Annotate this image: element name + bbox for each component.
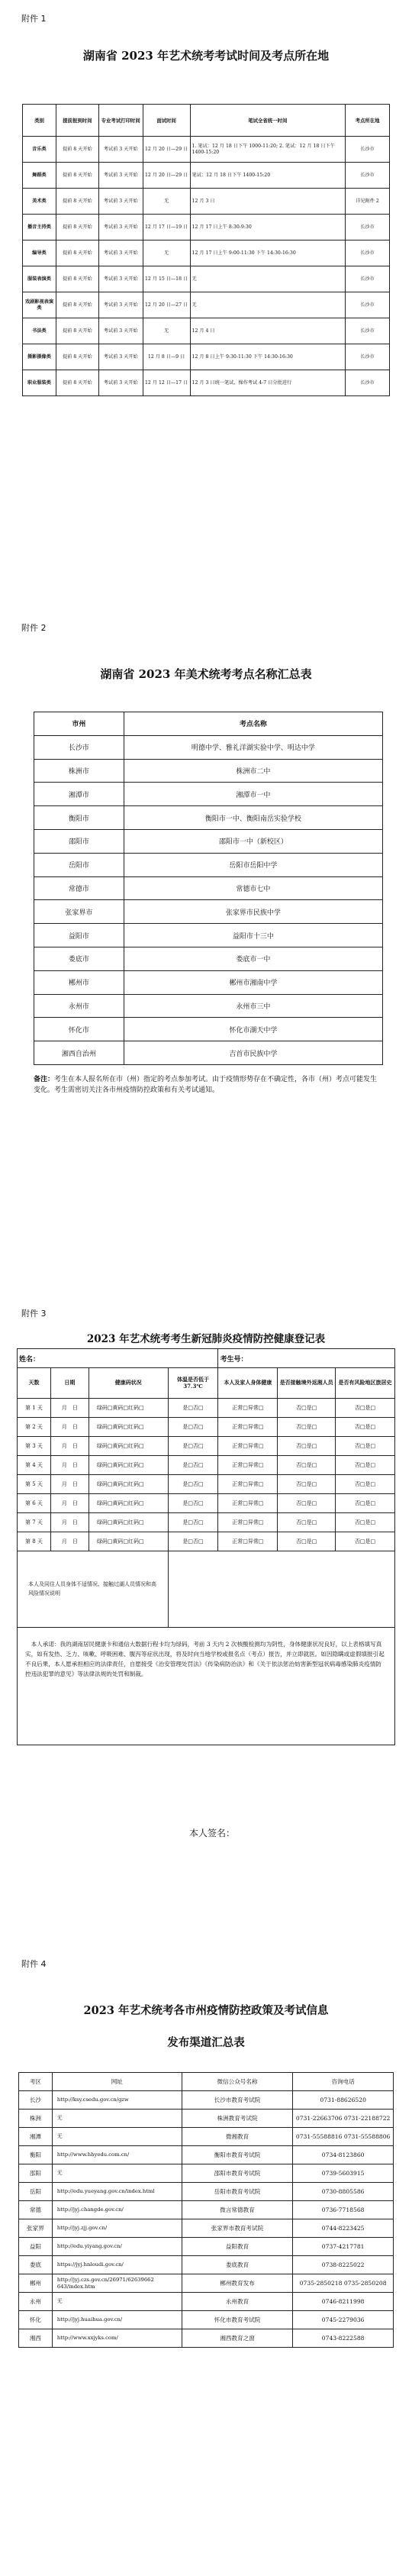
venue-cell: 明德中学、雅礼洋湖实验中学、明达中学: [124, 735, 382, 759]
channel-row: [19, 2091, 394, 2110]
channel-row: [19, 2329, 394, 2348]
venue-cell: 邵阳市: [34, 829, 124, 853]
health-cell[interactable]: 绿码□黄码□红码□: [89, 1456, 168, 1475]
venue-cell: 永州市: [34, 994, 124, 1018]
schedule-cell: 12 月 4 日: [190, 318, 346, 344]
schedule-cell: 12 月 17 日上午 8:30-9:30: [190, 215, 346, 240]
health-header-2: 健康码状况: [89, 1368, 168, 1399]
channel-cell: 湘潭: [19, 2128, 53, 2146]
health-cell[interactable]: 正常□异常□: [218, 1437, 278, 1456]
health-header-1: 日期: [50, 1368, 89, 1399]
channel-cell: 怀化: [19, 2311, 53, 2329]
health-cell[interactable]: 是□否□: [168, 1494, 218, 1513]
health-cell[interactable]: 正常□异常□: [218, 1456, 278, 1475]
health-header-6: 是否有风险地区旅居史: [336, 1368, 395, 1399]
channel-row: [19, 2201, 394, 2219]
venue-cell: 怀化市湖天中学: [124, 1018, 382, 1041]
health-cell[interactable]: 是□否□: [168, 1513, 218, 1532]
health-cell[interactable]: 否□是□: [278, 1494, 336, 1513]
health-header-3: 体温是否低于 37.3℃: [168, 1368, 218, 1399]
channel-cell: 0743-8222588: [293, 2329, 394, 2348]
schedule-cell: 考试前 3 天开始: [98, 240, 143, 266]
schedule-cell: 长沙市: [346, 240, 390, 266]
health-cell: 月 日: [50, 1475, 89, 1494]
health-cell[interactable]: 否□是□: [336, 1456, 395, 1475]
schedule-cell: 提前 8 天开始: [56, 189, 98, 215]
health-cell: 月 日: [50, 1437, 89, 1456]
attachment-2-label: 附件 2: [21, 623, 47, 633]
venue-cell: 娄底市: [34, 947, 124, 970]
venue-row: [34, 759, 383, 783]
schedule-row: [23, 137, 390, 163]
schedule-cell: 12 月 12 日—17 日: [143, 370, 190, 396]
venue-row: [34, 735, 383, 759]
name-cell[interactable]: [18, 1349, 218, 1368]
health-cell[interactable]: 绿码□黄码□红码□: [89, 1494, 168, 1513]
health-cell[interactable]: 正常□异常□: [218, 1513, 278, 1532]
venue-note-text: 考生在本人报名所在市（州）指定的考点参加考试。由于疫情形势存在不确定性，各市（州）考点可能发生变化。考生需密切关注各市州疫情防控政策和有关考试通知。: [34, 1076, 378, 1094]
channel-cell: 郴州教育发布: [182, 2274, 293, 2293]
schedule-cell: 无: [143, 318, 190, 344]
schedule-row: [23, 318, 390, 344]
health-cell[interactable]: 否□是□: [278, 1475, 336, 1494]
health-row: [18, 1437, 395, 1456]
pledge-text: 本人承诺：我的湖南居民健康卡和通信大数据行程卡均为绿码，考前 3 天内 2 次核酸检测均为阴性，身体健康状况良好，以上表格填写真实，如有发热、乏力、咳嗽、呼吸困难、腹泻等症状出现，将及时向当地学校或报名点（考点）报告，并立即就医。如因隐瞒或虚假填报引起不良后果，本人愿承担相应的法律责任，自愿接受《治安管理处罚法》《传染病防治法》和《关于依法惩治妨害新型冠状病毒感染肺炎疫情防控违法犯罪的意见》等法律法规的处罚和制裁。: [25, 1641, 385, 1677]
name-label: 姓名：: [19, 1355, 40, 1364]
channel-cell[interactable]: http://www.xxjyks.com/: [52, 2329, 182, 2348]
schedule-row: [23, 163, 390, 189]
health-cell: 第 4 天: [18, 1456, 51, 1475]
channel-cell: 益阳: [19, 2238, 53, 2256]
channel-cell[interactable]: http://ksy.csedu.gov.cn/gzw: [52, 2091, 182, 2110]
channel-cell: 0734-8123860: [293, 2146, 394, 2164]
remark-text: 本人及同住人员身体不适情况、接触过湖人员情况和高风险情况说明: [28, 1581, 156, 1596]
schedule-cell: 12 月 3 日统一笔试，操作考试 4-7 日分批进行: [190, 370, 346, 396]
health-cell[interactable]: 否□是□: [336, 1399, 395, 1418]
health-cell[interactable]: 否□是□: [278, 1532, 336, 1551]
venue-cell: 吉首市民族中学: [124, 1041, 382, 1065]
health-cell[interactable]: 正常□异常□: [218, 1494, 278, 1513]
channel-cell[interactable]: http://jyj.changde.gov.cn/: [52, 2201, 182, 2219]
schedule-row: [23, 292, 390, 318]
channel-row: [19, 2274, 394, 2293]
health-cell[interactable]: 是□否□: [168, 1456, 218, 1475]
health-cell[interactable]: 是□否□: [168, 1399, 218, 1418]
schedule-cell: 无: [190, 266, 346, 292]
schedule-cell: 长沙市: [346, 137, 390, 163]
schedule-cell: 服装表演类: [23, 266, 56, 292]
health-cell: 月 日: [50, 1456, 89, 1475]
channel-row: [19, 2256, 394, 2274]
schedule-cell: 播音主持类: [23, 215, 56, 240]
health-cell: 第 6 天: [18, 1494, 51, 1513]
health-cell: 月 日: [50, 1399, 89, 1418]
schedule-cell: 戏剧影视表演类: [23, 292, 56, 318]
venue-cell: 湘潭市一中: [124, 783, 382, 806]
channel-cell[interactable]: 无: [52, 2110, 182, 2128]
channel-row: [19, 2311, 394, 2329]
schedule-cell: 12 月 3 日: [190, 189, 346, 215]
schedule-cell: 美术类: [23, 189, 56, 215]
channel-cell: 衡阳: [19, 2146, 53, 2164]
channel-cell: 0735-2850218 0735-2850208: [293, 2274, 394, 2293]
channel-cell: 怀化市教育考试院: [182, 2311, 293, 2329]
exam-schedule-table: [22, 104, 390, 396]
health-cell[interactable]: 否□是□: [278, 1418, 336, 1437]
channel-row: [19, 2110, 394, 2128]
venue-note-lead: 备注：: [34, 1076, 55, 1083]
channel-cell: 岳阳: [19, 2183, 53, 2201]
schedule-cell: 1. 笔试：12 月 18 日下午 1000-11:20; 2. 笔试：12 月 18 日下午 1400-15:20: [190, 137, 346, 163]
venue-cell: 郴州市湘南中学: [124, 970, 382, 994]
venue-cell: 郴州市: [34, 970, 124, 994]
schedule-cell: 摄影摄像类: [23, 344, 56, 370]
schedule-cell: 长沙市: [346, 292, 390, 318]
venue-row: [34, 806, 383, 830]
health-cell[interactable]: 是□否□: [168, 1532, 218, 1551]
signature-label: 本人签名：: [189, 1828, 236, 1838]
channel-header-3: 咨询电话: [293, 2073, 394, 2091]
venue-cell: 湘西自治州: [34, 1041, 124, 1065]
channel-cell: 娄底: [19, 2256, 53, 2274]
venue-cell: 湘潭市: [34, 783, 124, 806]
channel-header-1: 网址: [52, 2073, 182, 2091]
art-exam-venue-table: [34, 712, 383, 1065]
schedule-cell: 12 月 8 日上午 9:30-11:30 下午 14:30-16:30: [190, 344, 346, 370]
channel-header-0: 考区: [19, 2073, 53, 2091]
schedule-cell: 12 月 20 日—27 日: [143, 292, 190, 318]
venue-row: [34, 829, 383, 853]
venue-cell: 常德市七中: [124, 876, 382, 900]
schedule-cell: 编导类: [23, 240, 56, 266]
health-row: [18, 1475, 395, 1494]
schedule-cell: 长沙市: [346, 163, 390, 189]
channel-cell[interactable]: 无: [52, 2164, 182, 2183]
channel-row: [19, 2238, 394, 2256]
schedule-cell: 12 月 15 日—18 日: [143, 266, 190, 292]
schedule-cell: 12 月 17 日—19 日: [143, 215, 190, 240]
health-cell[interactable]: 是□否□: [168, 1418, 218, 1437]
channel-header-2: 微信公众号名称: [182, 2073, 293, 2091]
health-cell[interactable]: 绿码□黄码□红码□: [89, 1475, 168, 1494]
schedule-row: [23, 344, 390, 370]
channel-cell: 益阳教育: [182, 2238, 293, 2256]
schedule-cell: 12 月 20 日—29 日: [143, 163, 190, 189]
schedule-cell: 考试前 3 天开始: [98, 137, 143, 163]
venue-cell: 衡阳市: [34, 806, 124, 830]
health-row: [18, 1399, 395, 1418]
health-header-4: 本人及家人身体健康: [218, 1368, 278, 1399]
health-cell: 第 1 天: [18, 1399, 51, 1418]
channel-cell: 张家界: [19, 2219, 53, 2238]
attachment-1-title: 湖南省 2023 年艺术统考考试时间及考点所在地: [82, 49, 330, 63]
channel-cell: 株洲: [19, 2110, 53, 2128]
health-cell[interactable]: 否□是□: [336, 1532, 395, 1551]
channel-cell: 0744-8223425: [293, 2219, 394, 2238]
schedule-cell: 考试前 3 天开始: [98, 318, 143, 344]
schedule-row: [23, 240, 390, 266]
health-cell[interactable]: 绿码□黄码□红码□: [89, 1418, 168, 1437]
schedule-cell: 提前 8 天开始: [56, 266, 98, 292]
schedule-cell: 考试前 3 天开始: [98, 292, 143, 318]
venue-row: [34, 970, 383, 994]
schedule-cell: 长沙市: [346, 215, 390, 240]
health-row: [18, 1513, 395, 1532]
health-cell[interactable]: 绿码□黄码□红码□: [89, 1513, 168, 1532]
candidate-id-cell[interactable]: [218, 1349, 395, 1368]
venue-row: [34, 1018, 383, 1041]
venue-row: [34, 947, 383, 970]
venue-row: [34, 924, 383, 947]
schedule-cell: 考试前 3 天开始: [98, 344, 143, 370]
venue-row: [34, 994, 383, 1018]
channel-cell: 长沙市教育考试院: [182, 2091, 293, 2110]
health-row: [18, 1494, 395, 1513]
health-cell[interactable]: 否□是□: [278, 1399, 336, 1418]
attachment-4-title-line2: 发布渠道汇总表: [167, 2036, 245, 2049]
health-row: [18, 1418, 395, 1437]
channel-cell[interactable]: http://jyj.zjj.gov.cn/: [52, 2219, 182, 2238]
schedule-row: [23, 189, 390, 215]
venue-cell: 长沙市: [34, 735, 124, 759]
health-cell[interactable]: 否□是□: [336, 1475, 395, 1494]
venue-cell: 株洲市: [34, 759, 124, 783]
channel-cell: 衡阳市教育考试院: [182, 2146, 293, 2164]
schedule-row: [23, 215, 390, 240]
channel-cell: 0745-2279036: [293, 2311, 394, 2329]
schedule-cell: 提前 8 天开始: [56, 292, 98, 318]
channel-cell: 0739-5603915: [293, 2164, 394, 2183]
channel-cell: 湘西: [19, 2329, 53, 2348]
attachment-4-label: 附件 4: [21, 1959, 47, 1969]
channel-cell: 株洲教育考试院: [182, 2110, 293, 2128]
health-row: [18, 1456, 395, 1475]
channel-cell: 0737-4217781: [293, 2238, 394, 2256]
schedule-row: [23, 266, 390, 292]
channel-cell: 岳阳市教育考试院: [182, 2183, 293, 2201]
channel-cell: 娄底教育: [182, 2256, 293, 2274]
schedule-cell: 提前 8 天开始: [56, 215, 98, 240]
channel-cell[interactable]: http://www.hhyedu.com.cn/: [52, 2146, 182, 2164]
schedule-cell: 详见附件 2: [346, 189, 390, 215]
health-cell: 月 日: [50, 1532, 89, 1551]
health-cell: 第 3 天: [18, 1437, 51, 1456]
channel-row: [19, 2293, 394, 2311]
venue-cell: 衡阳市一中、衡阳南岳实验学校: [124, 806, 382, 830]
channel-cell: 0746-8211998: [293, 2293, 394, 2311]
schedule-header-2: 专业考试打印时间: [98, 105, 143, 137]
candidate-id-label: 考生号：: [220, 1355, 248, 1364]
channel-cell: 湘西教育之窗: [182, 2329, 293, 2348]
health-cell[interactable]: 是□否□: [168, 1437, 218, 1456]
venue-header-0: 市州: [34, 712, 124, 736]
health-cell[interactable]: 正常□异常□: [218, 1418, 278, 1437]
health-cell[interactable]: 否□是□: [278, 1437, 336, 1456]
channel-cell: 长沙: [19, 2091, 53, 2110]
channel-cell: 0731-55588816 0731-55588806: [293, 2128, 394, 2146]
channel-cell: 邵阳: [19, 2164, 53, 2183]
schedule-cell: 提前 8 天开始: [56, 344, 98, 370]
health-cell[interactable]: 否□是□: [336, 1437, 395, 1456]
health-registration-table: [17, 1348, 395, 1745]
schedule-cell: 长沙市: [346, 318, 390, 344]
health-cell[interactable]: 否□是□: [278, 1513, 336, 1532]
schedule-cell: 考试前 3 天开始: [98, 189, 143, 215]
health-cell[interactable]: 否□是□: [336, 1418, 395, 1437]
venue-cell: 娄底市一中: [124, 947, 382, 970]
attachment-4-title-line1: 2023 年艺术统考各市州疫情防控政策及考试信息: [83, 2004, 329, 2017]
schedule-cell: 长沙市: [346, 266, 390, 292]
venue-row: [34, 1041, 383, 1065]
channel-cell: 0731-88626520: [293, 2091, 394, 2110]
venue-row: [34, 900, 383, 924]
channel-cell: 永州: [19, 2293, 53, 2311]
schedule-cell: 长沙市: [346, 344, 390, 370]
venue-cell: 益阳市: [34, 924, 124, 947]
health-cell: 第 8 天: [18, 1532, 51, 1551]
health-header-0: 天数: [18, 1368, 51, 1399]
health-cell: 月 日: [50, 1513, 89, 1532]
schedule-cell: 无: [190, 292, 346, 318]
attachment-1-label: 附件 1: [21, 14, 47, 24]
health-cell[interactable]: 否□是□: [278, 1456, 336, 1475]
channel-row: [19, 2146, 394, 2164]
schedule-cell: 考试前 3 天开始: [98, 266, 143, 292]
venue-note: [34, 1075, 383, 1096]
channel-cell: 0738-8225022: [293, 2256, 394, 2274]
venue-header-1: 考点名称: [124, 712, 382, 736]
channel-cell: 微言常德教育: [182, 2201, 293, 2219]
channel-row: [19, 2128, 394, 2146]
health-cell[interactable]: 正常□异常□: [218, 1532, 278, 1551]
channel-row: [19, 2164, 394, 2183]
schedule-cell: 提前 8 天开始: [56, 163, 98, 189]
channel-cell[interactable]: http://jyj.huaihua.gov.cn/: [52, 2311, 182, 2329]
health-cell: 第 2 天: [18, 1418, 51, 1437]
channel-cell[interactable]: http://jyj.czs.gov.cn/26971/62639662 643/index.htm: [52, 2274, 182, 2293]
schedule-cell: 提前 8 天开始: [56, 318, 98, 344]
venue-cell: 益阳市十三中: [124, 924, 382, 947]
channel-cell: 永州教育: [182, 2293, 293, 2311]
venue-cell: 张家界市: [34, 900, 124, 924]
health-cell: 第 7 天: [18, 1513, 51, 1532]
channel-cell: 郴州: [19, 2274, 53, 2293]
channel-cell[interactable]: https://jyj.hnloudi.gov.cn/: [52, 2256, 182, 2274]
schedule-cell: 提前 8 天开始: [56, 240, 98, 266]
health-cell: 第 5 天: [18, 1475, 51, 1494]
health-cell: 月 日: [50, 1494, 89, 1513]
channel-cell: 张家界市教育考试院: [182, 2219, 293, 2238]
schedule-cell: 12 月 20 日—29 日: [143, 137, 190, 163]
schedule-header-5: 考点所在地: [346, 105, 390, 137]
venue-cell: 怀化市: [34, 1018, 124, 1041]
venue-cell: 株洲市二中: [124, 759, 382, 783]
info-channel-table: [18, 2072, 394, 2348]
channel-cell[interactable]: 无: [52, 2293, 182, 2311]
attachment-3-label: 附件 3: [21, 1309, 47, 1319]
channel-cell: 微湘教育: [182, 2128, 293, 2146]
channel-cell: 常德: [19, 2201, 53, 2219]
health-cell[interactable]: 是□否□: [168, 1475, 218, 1494]
health-cell[interactable]: 正常□异常□: [218, 1475, 278, 1494]
remark-input[interactable]: [168, 1551, 394, 1628]
channel-cell: 0731-22663706 0731-22188722: [293, 2110, 394, 2128]
venue-cell: 张家界市民族中学: [124, 900, 382, 924]
channel-row: [19, 2219, 394, 2238]
venue-row: [34, 783, 383, 806]
schedule-cell: 12 月 17 日上午 9:00-11:30 下午 14:30-16:30: [190, 240, 346, 266]
schedule-cell: 长沙市: [346, 370, 390, 396]
schedule-cell: 无: [143, 240, 190, 266]
channel-cell[interactable]: 无: [52, 2128, 182, 2146]
venue-cell: 永州市三中: [124, 994, 382, 1018]
remark-cell: [18, 1551, 169, 1628]
pledge-cell: [18, 1628, 395, 1745]
health-cell[interactable]: 绿码□黄码□红码□: [89, 1437, 168, 1456]
channel-cell: 0736-7718568: [293, 2201, 394, 2219]
health-header-5: 是否接触境外返湘人员: [278, 1368, 336, 1399]
attachment-2-title: 湖南省 2023 年美术统考考点名称汇总表: [100, 667, 312, 681]
venue-cell: 岳阳市岳阳中学: [124, 853, 382, 876]
schedule-cell: 无: [143, 189, 190, 215]
schedule-cell: 音乐类: [23, 137, 56, 163]
schedule-cell: 舞蹈类: [23, 163, 56, 189]
venue-cell: 岳阳市: [34, 853, 124, 876]
health-row: [18, 1532, 395, 1551]
schedule-cell: 考试前 3 天开始: [98, 163, 143, 189]
schedule-cell: 考试前 3 天开始: [98, 370, 143, 396]
venue-cell: 邵阳市一中（新校区）: [124, 829, 382, 853]
schedule-cell: 考试前 3 天开始: [98, 215, 143, 240]
schedule-row: [23, 370, 390, 396]
channel-cell: 0730-8805586: [293, 2183, 394, 2201]
schedule-cell: 12 月 8 日—9 日: [143, 344, 190, 370]
venue-row: [34, 876, 383, 900]
schedule-header-4: 笔试全省统一时间: [190, 105, 346, 137]
channel-cell[interactable]: http://edu.yiyang.gov.cn/: [52, 2238, 182, 2256]
schedule-header-1: 提前报到时间: [56, 105, 98, 137]
schedule-cell: 书法类: [23, 318, 56, 344]
schedule-cell: 笔试：12 月 18 日下午 1400-15:20: [190, 163, 346, 189]
health-cell[interactable]: 否□是□: [336, 1513, 395, 1532]
venue-row: [34, 853, 383, 876]
schedule-cell: 提前 8 天开始: [56, 137, 98, 163]
schedule-header-3: 面试时间: [143, 105, 190, 137]
health-cell[interactable]: 绿码□黄码□红码□: [89, 1532, 168, 1551]
venue-cell: 常德市: [34, 876, 124, 900]
health-cell[interactable]: 绿码□黄码□红码□: [89, 1399, 168, 1418]
schedule-header-0: 类别: [23, 105, 56, 137]
schedule-cell: 职业服装类: [23, 370, 56, 396]
attachment-3-title: 2023 年艺术统考考生新冠肺炎疫情防控健康登记表: [86, 1333, 326, 1345]
channel-row: [19, 2183, 394, 2201]
channel-cell: 邵阳市教育考试院: [182, 2164, 293, 2183]
health-cell[interactable]: 否□是□: [336, 1494, 395, 1513]
health-cell: 月 日: [50, 1418, 89, 1437]
health-cell[interactable]: 正常□异常□: [218, 1399, 278, 1418]
schedule-cell: 提前 8 天开始: [56, 370, 98, 396]
channel-cell[interactable]: http://edu.yueyang.gov.cn/index.html: [52, 2183, 182, 2201]
